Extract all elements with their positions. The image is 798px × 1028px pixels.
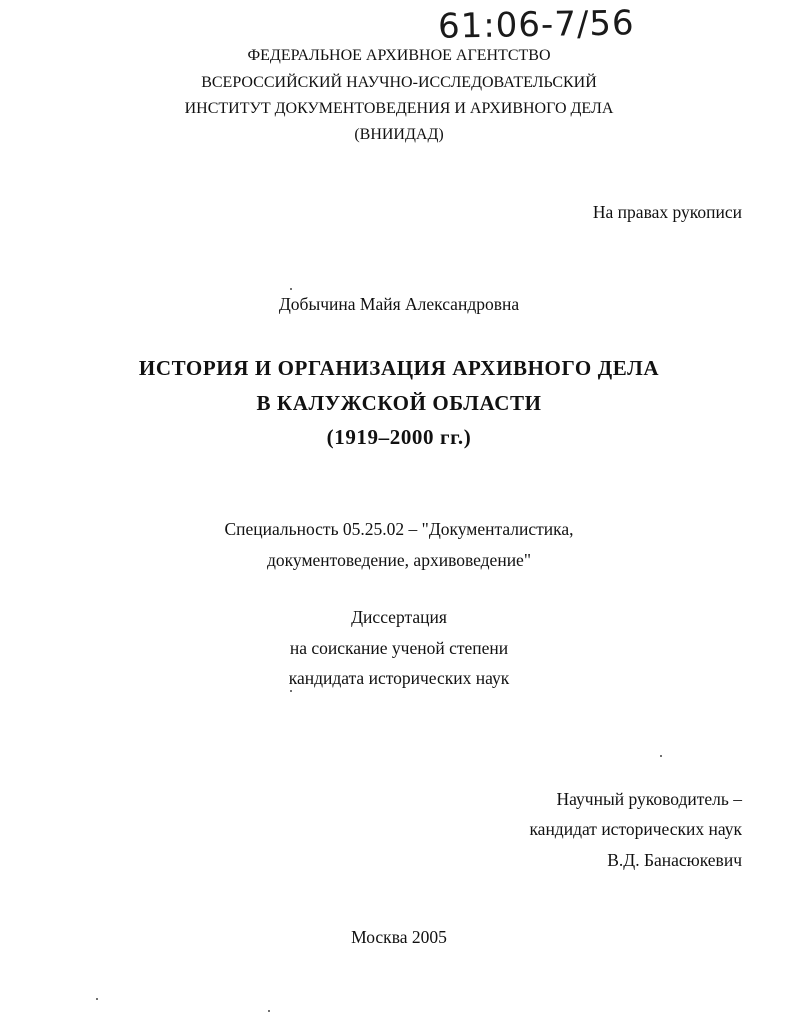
agency-name: ФЕДЕРАЛЬНОЕ АРХИВНОЕ АГЕНТСТВО <box>247 47 551 64</box>
specialty-line2: документоведение, архивоведение" <box>267 550 531 570</box>
degree-line3: кандидата исторических наук <box>288 668 510 688</box>
institute-name-line1: ВСЕРОССИЙСКИЙ НАУЧНО-ИССЛЕДОВАТЕЛЬСКИЙ <box>201 74 597 91</box>
scan-speck <box>290 690 292 692</box>
city-year: Москва 2005 <box>351 927 447 947</box>
degree-line2: на соискание ученой степени <box>289 638 509 658</box>
manuscript-note: На правах рукописи <box>592 202 742 222</box>
scan-speck <box>290 288 292 290</box>
thesis-title-line2: В КАЛУЖСКОЙ ОБЛАСТИ <box>256 391 542 415</box>
scan-speck <box>96 998 98 1000</box>
handwritten-archive-number: 61:06-7/56 <box>437 3 635 47</box>
institute-abbreviation: (ВНИИДАД) <box>354 126 444 143</box>
scan-speck <box>268 1010 270 1012</box>
institute-name-line2: ИНСТИТУТ ДОКУМЕНТОВЕДЕНИЯ И АРХИВНОГО ДЕЛА <box>184 100 614 117</box>
author-name: Добычина Майя Александровна <box>278 294 520 314</box>
supervisor-degree: кандидат исторических наук <box>529 819 742 839</box>
supervisor-role: Научный руководитель – <box>556 789 742 809</box>
scan-speck <box>660 755 662 757</box>
thesis-title-line1: ИСТОРИЯ И ОРГАНИЗАЦИЯ АРХИВНОГО ДЕЛА <box>138 356 660 380</box>
specialty-line1: Специальность 05.25.02 – "Документалистика, <box>224 519 574 539</box>
supervisor-name: В.Д. Банасюкевич <box>607 850 742 870</box>
thesis-title-years: (1919–2000 гг.) <box>326 425 472 449</box>
degree-line1: Диссертация <box>351 607 447 627</box>
